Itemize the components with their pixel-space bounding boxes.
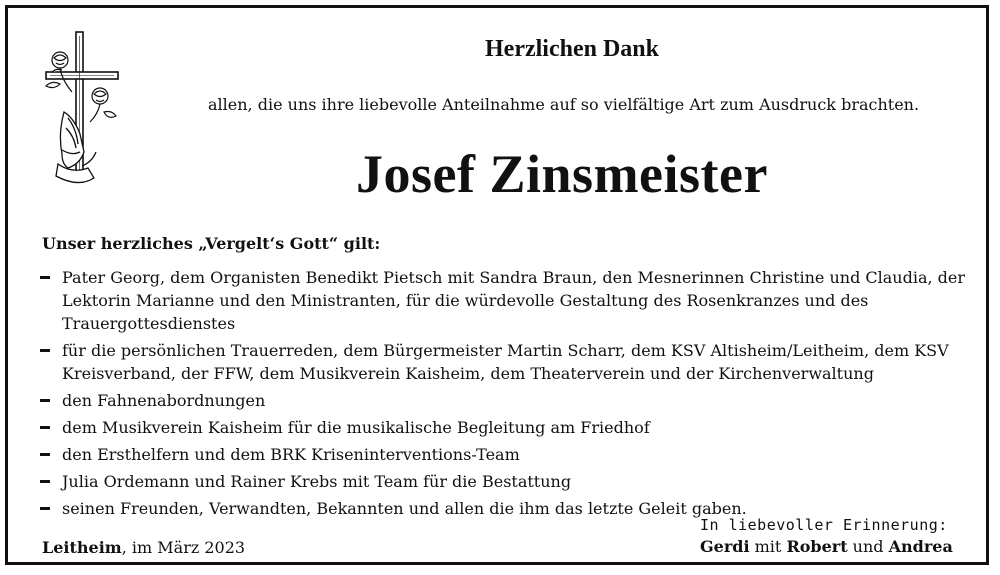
list-item-text: für die persönlichen Trauerreden, dem Bürgermeister Martin Scharr, dem KSV Altisheim/Leitheim, dem KSV Kreisverband, der FFW, dem Musikverein Kaisheim, dem Theaterverein und der Kirchenverwaltung bbox=[62, 341, 949, 383]
list-item-text: dem Musikverein Kaisheim für die musikalische Begleitung am Friedhof bbox=[62, 418, 650, 437]
signer-conjunction: und bbox=[847, 537, 889, 556]
dash-bullet bbox=[40, 349, 50, 352]
dash-bullet bbox=[40, 480, 50, 483]
list-item bbox=[38, 443, 988, 466]
signature-block bbox=[700, 516, 953, 556]
signers bbox=[700, 537, 953, 556]
list-item-text: den Ersthelfern und dem BRK Kriseninterventions-Team bbox=[62, 445, 520, 464]
thanks-list bbox=[38, 266, 988, 524]
dash-bullet bbox=[40, 453, 50, 456]
list-item-text: den Fahnenabordnungen bbox=[62, 391, 266, 410]
memory-line: In liebevoller Erinnerung: bbox=[700, 516, 948, 534]
thanks-intro: Unser herzliches „Vergelt‘s Gott“ gilt: bbox=[42, 234, 381, 253]
list-item bbox=[38, 266, 988, 335]
dash-bullet bbox=[40, 399, 50, 402]
place-name: Leitheim bbox=[42, 538, 122, 557]
signer-name: Andrea bbox=[888, 537, 953, 556]
obituary-thanks-card bbox=[5, 5, 989, 565]
signer-name: Gerdi bbox=[700, 537, 750, 556]
date-text: , im März 2023 bbox=[121, 538, 246, 557]
list-item bbox=[38, 389, 988, 412]
list-item-text: seinen Freunden, Verwandten, Bekannten und allen die ihm das letzte Geleit gaben. bbox=[62, 499, 747, 518]
deceased-name: Josef Zinsmeister bbox=[356, 144, 768, 204]
place-date bbox=[42, 538, 245, 557]
list-item bbox=[38, 339, 988, 385]
list-item bbox=[38, 470, 988, 493]
signer-conjunction: mit bbox=[749, 537, 787, 556]
list-item-text: Julia Ordemann und Rainer Krebs mit Team für die Bestattung bbox=[62, 472, 572, 491]
signer-name: Robert bbox=[786, 537, 848, 556]
dash-bullet bbox=[40, 507, 50, 510]
page-title: Herzlichen Dank bbox=[485, 36, 659, 62]
dash-bullet bbox=[40, 276, 50, 279]
list-item bbox=[38, 416, 988, 439]
subtitle: allen, die uns ihre liebevolle Anteilnahme auf so vielfältige Art zum Ausdruck brachten. bbox=[208, 95, 920, 114]
dash-bullet bbox=[40, 426, 50, 429]
list-item-text: Pater Georg, dem Organisten Benedikt Pietsch mit Sandra Braun, den Mesnerinnen Christine und Claudia, der Lektorin Marianne und den Ministranten, für die würdevolle Gestaltung des Rosenkranzes und des Trauergottesdienstes bbox=[62, 268, 966, 333]
